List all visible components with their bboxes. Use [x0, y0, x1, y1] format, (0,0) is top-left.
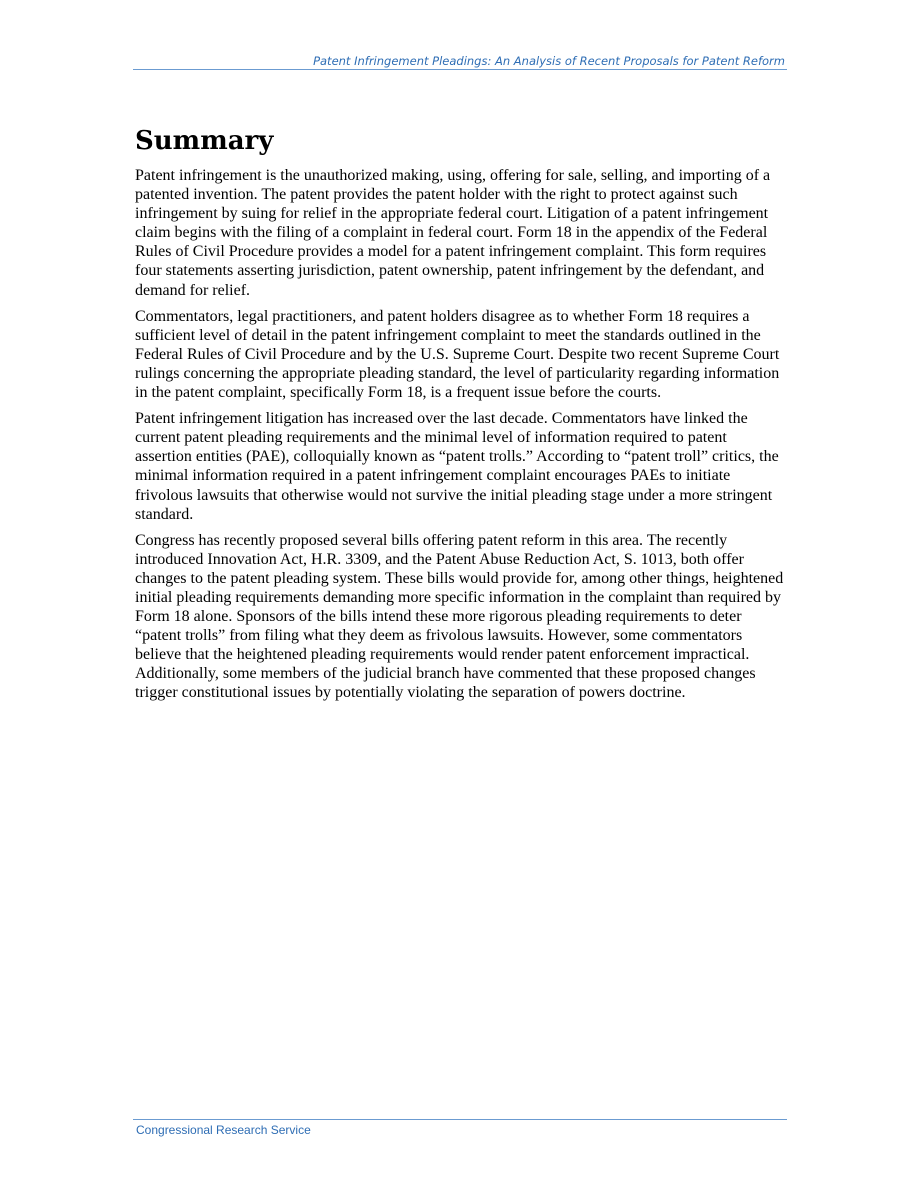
summary-paragraph-4: Congress has recently proposed several bills offering patent reform in this area. The recently introduced Innovation Act, H.R. 3309, and the Patent Abuse Reduction Act, S. 1013, both offer changes to the patent pleading system. These bills would provide for, among other things, heightened initial pleading requirements demanding more specific information in the complaint than required by Form 18 alone. Sponsors of the bills intend these more rigorous pleading requirements to deter “patent trolls” from filing what they deem as frivolous lawsuits. However, some commentators believe that the heightened pleading requirements would render patent enforcement impractical. Additionally, some members of the judicial branch have commented that these proposed changes trigger constitutional issues by potentially violating the separation of powers doctrine.: [135, 531, 784, 702]
summary-paragraph-1: Patent infringement is the unauthorized making, using, offering for sale, selling, and importing of a patented invention. The patent provides the patent holder with the right to protect against such infringement by suing for relief in the appropriate federal court. Litigation of a patent infringement claim begins with the filing of a complaint in federal court. Form 18 in the appendix of the Federal Rules of Civil Procedure provides a model for a patent infringement complaint. This form requires four statements asserting jurisdiction, patent ownership, patent infringement by the defendant, and demand for relief.: [135, 167, 771, 299]
page-header: [133, 53, 787, 70]
summary-paragraph-3: Patent infringement litigation has increased over the last decade. Commentators have linked the current patent pleading requirements and the minimal level of information required to patent assertion entities (PAE), colloquially known as “patent trolls.” According to “patent troll” critics, the minimal information required in a patent infringement complaint encourages PAEs to initiate frivolous lawsuits that otherwise would not survive the initial pleading stage under a more stringent standard.: [135, 410, 779, 523]
page-footer: [133, 1119, 787, 1137]
section-title: Summary: [135, 126, 274, 156]
running-title: Patent Infringement Pleadings: An Analysis of Recent Proposals for Patent Reform: [313, 54, 785, 68]
document-body: [135, 123, 787, 710]
summary-paragraph-2: Commentators, legal practitioners, and patent holders disagree as to whether Form 18 requires a sufficient level of detail in the patent infringement complaint to meet the standards outlined in the Federal Rules of Civil Procedure and by the U.S. Supreme Court. Despite two recent Supreme Court rulings concerning the appropriate pleading standard, the level of particularity regarding information in the patent complaint, specifically Form 18, is a frequent issue before the courts.: [135, 307, 780, 402]
footer-label: Congressional Research Service: [136, 1123, 311, 1137]
